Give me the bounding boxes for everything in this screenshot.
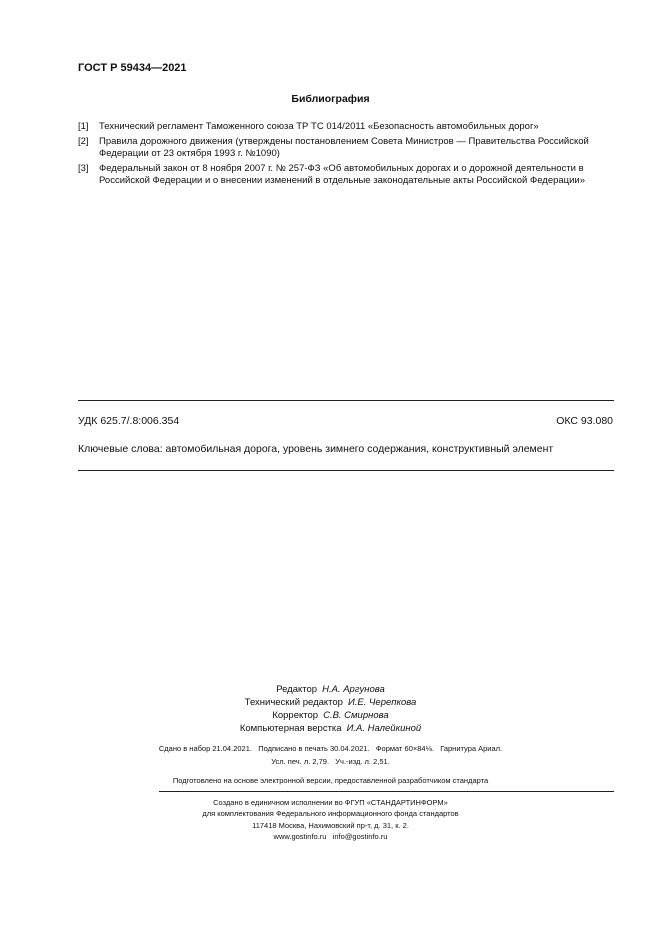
document-code: ГОСТ Р 59434—2021 [78, 62, 187, 74]
bibliography-item-text: Технический регламент Таможенного союза ТР ТС 014/2011 «Безопасность автомобильных дорог» [99, 121, 539, 132]
bottom-divider [78, 470, 614, 471]
bibliography-list [78, 121, 618, 190]
credit-role: Технический редактор [244, 697, 343, 708]
bibliography-title: Библиография [291, 93, 370, 105]
bibliography-item [78, 136, 618, 161]
bibliography-item [78, 163, 618, 188]
bibliography-item-number: [3] [78, 162, 89, 174]
print-info [0, 742, 661, 768]
credit-role: Редактор [276, 684, 318, 695]
credit-name: И.Е. Черепкова [347, 697, 417, 708]
credit-proofreader [0, 709, 661, 722]
publisher-line: для комплектования Федерального информационного фонда стандартов [202, 809, 459, 819]
credit-editor [0, 683, 661, 696]
prepared-note: Подготовлено на основе электронной версии, предоставленной разработчиком стандарта [172, 776, 489, 785]
credit-role: Корректор [272, 710, 319, 721]
print-info-line: Сдано в набор 21.04.2021. Подписано в печать 30.04.2021. Формат 60×84⅛. Гарнитура Ариал. [158, 744, 503, 753]
credit-name: Н.А. Аргунова [322, 684, 385, 695]
publisher-block [0, 797, 661, 842]
top-divider [78, 400, 614, 401]
oks-code: ОКС 93.080 [556, 415, 613, 427]
publisher-line: www.gostinfo.ru info@gostinfo.ru [273, 831, 388, 841]
publisher-divider [159, 791, 614, 792]
keywords: Ключевые слова: автомобильная дорога, уровень зимнего содержания, конструктивный элемент [78, 443, 554, 455]
publisher-line: 117418 Москва, Нахимовский пр-т, д. 31, к. 2. [252, 820, 409, 830]
credit-layout [0, 722, 661, 735]
print-info-line: Усл. печ. л. 2,79. Уч.-изд. л. 2,51. [271, 757, 390, 766]
credit-name: С.В. Смирнова [323, 710, 389, 721]
bibliography-item-number: [2] [78, 135, 89, 147]
bibliography-item-text: Правила дорожного движения (утверждены постановлением Совета Министров — Правительства Российской Федерации от 23 октября 1993 г. №1090) [99, 135, 589, 159]
bibliography-item-text: Федеральный закон от 8 ноября 2007 г. № 257-ФЗ «Об автомобильных дорогах и о дорожной деятельности в Российской Федерации и о внесении изменений в отдельные законодательные акты Российской Федерации» [99, 162, 586, 186]
bibliography-item [78, 121, 618, 134]
credit-name: И.А. Налейкиной [346, 723, 422, 734]
credits-block [0, 683, 661, 735]
credit-technical-editor [0, 696, 661, 709]
bibliography-item-number: [1] [78, 121, 89, 132]
udk-code: УДК 625.7/.8:006.354 [78, 415, 180, 427]
publisher-line: Создано в единичном исполнении во ФГУП «СТАНДАРТИНФОРМ» [213, 798, 448, 807]
credit-role: Компьютерная верстка [239, 723, 342, 734]
